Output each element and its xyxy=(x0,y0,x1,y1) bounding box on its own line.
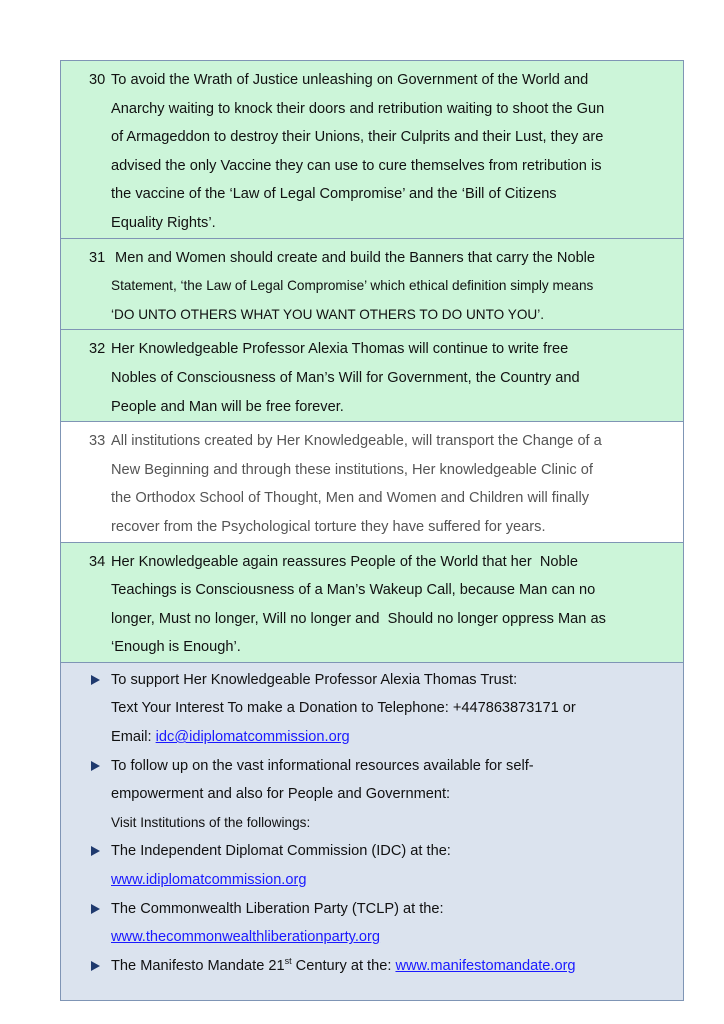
bullet-text-line: The Independent Diplomat Commission (IDC) at the: xyxy=(111,843,451,860)
item-text-line: advised the only Vaccine they can use to cure themselves from retribution is xyxy=(111,157,602,174)
email-line xyxy=(111,723,675,752)
idc-bullet xyxy=(89,837,675,894)
manifesto-website-link[interactable]: www.manifestomandate.org xyxy=(395,957,576,974)
manifesto-superscript: st xyxy=(284,955,292,966)
manifesto-line xyxy=(111,952,675,981)
bullet-text-line: empowerment and also for People and Government: xyxy=(111,786,451,803)
item-34 xyxy=(89,548,675,662)
item-text-line: New Beginning and through these institutions, Her knowledgeable Clinic of xyxy=(111,461,593,478)
item-text-line: the Orthodox School of Thought, Men and Women and Children will finally xyxy=(111,490,590,507)
item-text-line: Men and Women should create and build the Banners that carry the Noble xyxy=(111,249,596,266)
tclp-website-link[interactable]: www.thecommonwealthliberationparty.org xyxy=(111,929,381,946)
bullet-text-line: Visit Institutions of the followings: xyxy=(111,814,311,830)
item-text-line: longer, Must no longer, Will no longer and Should no longer oppress Man as xyxy=(111,610,606,627)
item-31-row xyxy=(61,239,683,331)
manifesto-text: The Manifesto Mandate 21 xyxy=(111,957,285,974)
item-text-line: Anarchy waiting to knock their doors and retribution waiting to shoot the Gun xyxy=(111,100,605,117)
bullet-text-line: The Commonwealth Liberation Party (TCLP) at the: xyxy=(111,900,444,917)
bullet-text-line: Text Your Interest To make a Donation to Telephone: +447863873171 or xyxy=(111,700,576,717)
item-text-line: Statement, ‘the Law of Legal Compromise’ which ethical definition simply means xyxy=(111,278,594,294)
idc-website-link[interactable]: www.idiplomatcommission.org xyxy=(111,872,307,889)
triangle-bullet-icon xyxy=(91,904,100,914)
item-33-row xyxy=(61,422,683,542)
item-number: 33 xyxy=(89,433,106,450)
item-32 xyxy=(89,335,675,421)
item-text-line: ‘Enough is Enough’. xyxy=(111,639,241,656)
resources-bullet xyxy=(89,752,675,838)
item-text-line: To avoid the Wrath of Justice unleashing on Government of the World and xyxy=(111,72,589,88)
item-text-line: recover from the Psychological torture they have suffered for years. xyxy=(111,518,546,535)
triangle-bullet-icon xyxy=(91,675,100,685)
item-30-row xyxy=(61,61,683,239)
item-text-line: All institutions created by Her Knowledgeable, will transport the Change of a xyxy=(111,433,602,450)
tclp-bullet xyxy=(89,895,675,952)
email-label: Email: xyxy=(111,729,156,746)
document-table xyxy=(60,60,684,1001)
item-32-row xyxy=(61,330,683,422)
item-31 xyxy=(89,244,675,330)
triangle-bullet-icon xyxy=(91,846,100,856)
item-number: 34 xyxy=(89,553,106,570)
support-section xyxy=(61,663,683,1001)
item-text-line: the vaccine of the ‘Law of Legal Compromise’ and the ‘Bill of Citizens xyxy=(111,186,557,203)
item-number: 32 xyxy=(89,341,106,358)
item-30 xyxy=(89,66,675,238)
item-34-row xyxy=(61,543,683,663)
bullet-text-line: To follow up on the vast informational resources available for self- xyxy=(111,757,534,774)
item-text-line: Equality Rights’. xyxy=(111,214,216,231)
item-text-line: Teachings is Consciousness of a Man’s Wakeup Call, because Man can no xyxy=(111,582,596,599)
triangle-bullet-icon xyxy=(91,961,100,971)
manifesto-bullet xyxy=(89,952,675,981)
item-text-line: Nobles of Consciousness of Man’s Will for Government, the Country and xyxy=(111,369,580,386)
triangle-bullet-icon xyxy=(91,761,100,771)
manifesto-text-post: Century at the: xyxy=(291,957,396,974)
item-text-line: Her Knowledgeable again reassures People of the World that her Noble xyxy=(111,553,579,570)
item-text-line: People and Man will be free forever. xyxy=(111,398,344,415)
item-number: 31 xyxy=(89,249,106,266)
email-link[interactable]: idc@idiplomatcommission.org xyxy=(155,729,350,746)
bullet-text-line: To support Her Knowledgeable Professor Alexia Thomas Trust: xyxy=(111,671,518,688)
item-text-line: of Armageddon to destroy their Unions, their Culprits and their Lust, they are xyxy=(111,129,604,146)
item-text-line: Her Knowledgeable Professor Alexia Thomas will continue to write free xyxy=(111,341,569,358)
item-33 xyxy=(89,427,675,541)
item-text-line: ‘DO UNTO OTHERS WHAT YOU WANT OTHERS TO DO UNTO YOU’. xyxy=(111,306,545,322)
support-trust-bullet xyxy=(89,666,675,752)
item-number: 30 xyxy=(89,72,106,88)
